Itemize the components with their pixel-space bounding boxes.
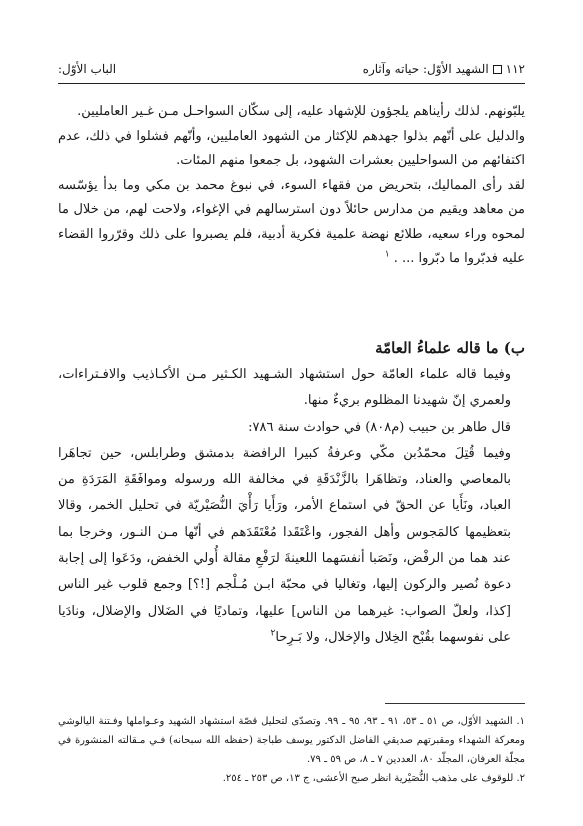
paragraph: وفيما قاله علماء العامّة حول استشهاد الشـهيد الكـثير مـن الأكـاذيب والافـتراءات، ولعمري إنّ شهيدنا المظلوم بريءٌ منها. (58, 367, 511, 409)
footnote-ref: ١ (384, 249, 390, 260)
book-title: الشهيد الأوّل: حياته وآثاره (362, 62, 489, 76)
running-header (58, 62, 525, 82)
paragraph: قال طاهر بن حبيب (م٨٠٨) في حوادث سنة ٧٨٦: (248, 419, 511, 435)
footnotes (58, 712, 525, 788)
footnote-ref: ٢ (270, 628, 276, 639)
footnote: ٢. للوقوف على مذهب النُّصَيْرية انظر صبح الأعشى، ج ١٣، ص ٢٥٣ ـ ٢٥٤. (222, 773, 525, 784)
square-ornament-icon (493, 65, 502, 74)
section-heading: ب) ما قاله علماءُ العامّة (375, 339, 525, 357)
paragraph (58, 174, 525, 272)
text-block-bottom (58, 362, 525, 651)
paragraph: والدليل على أنّهم بذلوا جهدهم للإكثار من الشهود العامليين، وأنّهم فشلوا في ذلك، عدم اكتفائهم من السواحليين بعشرات الشهود، بل جمعوا منهم المئات. (58, 128, 525, 168)
paragraph: يلبّونهم. لذلك رأيناهم يلجؤون للإشهاد عليه، إلى سكّان السواحـل مـن غـير العامليين. (77, 104, 525, 119)
paragraph-text: وفيما قُتِلَ محمّدُبن مكّي وعرفةُ كبيرا الرافضة بدمشق وطرابلس، حين تجاهَرا بالمعاصي والعناد، وتظاهَرا بالزَّنْدَقَةِ في مخالفة الله ورسوله وموافَقَةِ المَرَدَةِ من العباد، ونَأَيا عن الحقّ في استماع الأمر، ورَأَيا رَأْيَ النُّصَيْريّة في تحليل الخمر، وقالا بتعظيمها كالمَجوس وأهل الفجور، واعْتَقَدا مُعْتَقَدَهم في أنّها مـن النـور، وخرجا بما عند هما من الرفْض، ونَصَبا أنفسَهما اللعينةَ لرَفْعِ مقالة أُولي الخفض، ودَعَوا إلى إجابة دعوة نُصير والركون إليها، وتغاليا في محبّة ابـن مُـلْجم [!؟] وجمع قلوب غير الناس [كذا، ولعلّ الصواب: غيرهما من الناس] عليها، وتماديًا في الضَلال والإضلال، ونادَيا على نفوسهما بقُبْح الخِلال والإخلال، ولا بَـرِحا (58, 445, 511, 645)
chapter-label: الباب الأوّل: (58, 62, 117, 76)
page-number: ١١٢ (505, 62, 525, 76)
footnote-divider (385, 703, 525, 704)
header-page-title (363, 62, 525, 76)
footnote: ١. الشهيد الأوّل، ص ٥١ ـ ٥٣، ٩١ ـ ٩٣، ٩٥ ـ ٩٩. وتصدّى لتحليل قصّة استشهاد الشهيد وعـواملها وفـتنة اليالوشي ومعركة الشهداء ومقبرتهم صديقي الفاضل الدكتور يوسف طباجة (حفظه الله سبحانه) فـي مـقالته المنشورة في مجلّة العرفان، المجلّد ٨٠، العددين ٧ ـ ٨، ص ٥٩ ـ ٧٩. (58, 716, 526, 765)
header-divider (58, 83, 525, 84)
quotation-paragraph (58, 441, 525, 651)
paragraph-text: لقد رأى المماليك، بتحريض من فقهاء السوء، في نبوغ محمد بن مكي وما بدأ يؤسّسه من معاهد ويقيم من مدارس حائلاً دون استرسالهم في الإغواء، ولاحت لهم، من خلال ما لمحوه وراء سعيه، طلائع نهضة علمية فكرية أدبية، فلم يصبروا على ذلك وقرّروا القضاء عليه فدبّروا ما دبّروا ... . (58, 177, 525, 266)
text-block-top (58, 100, 525, 272)
